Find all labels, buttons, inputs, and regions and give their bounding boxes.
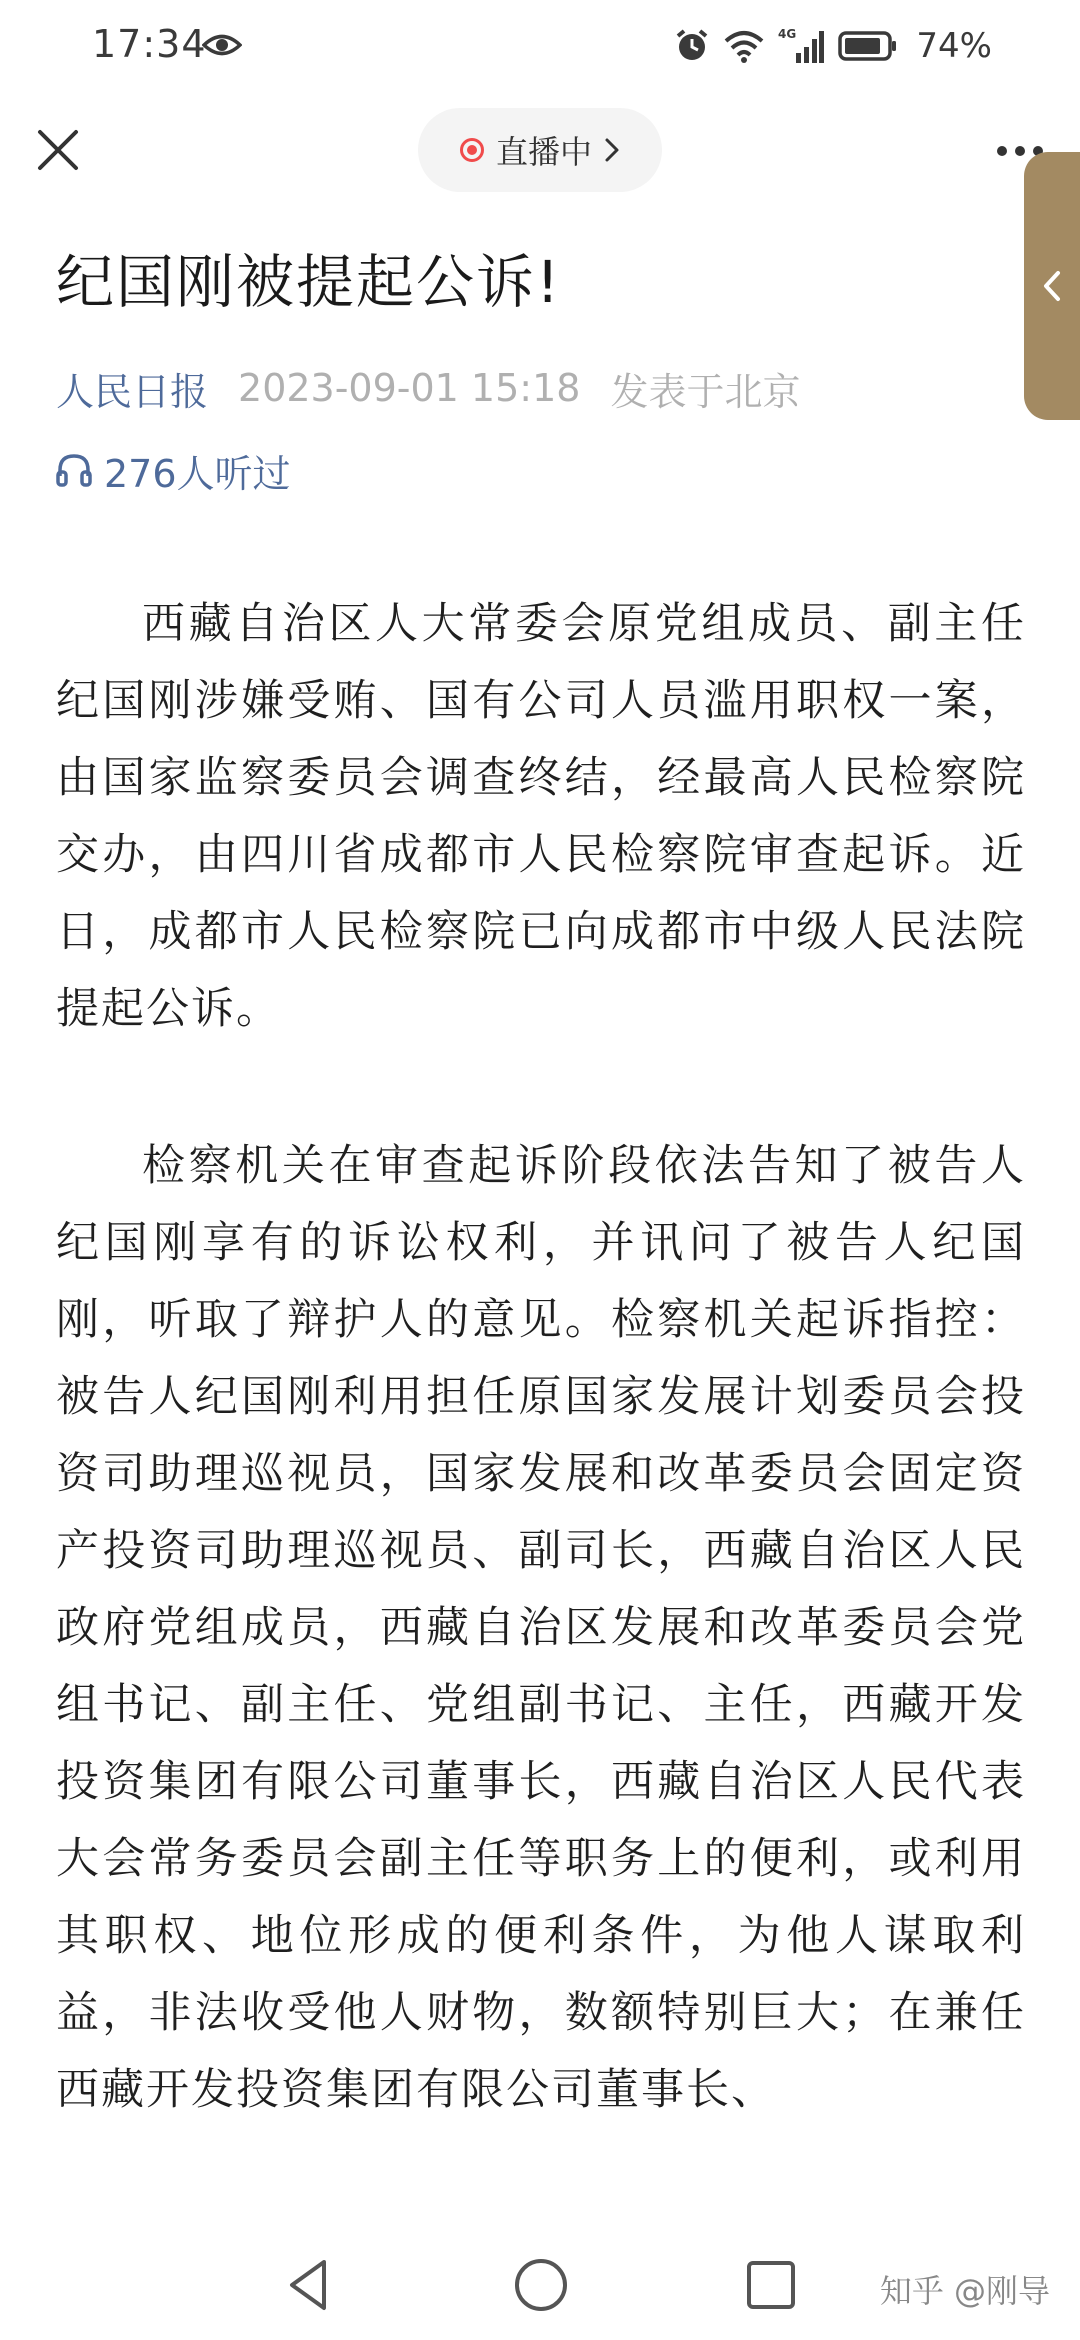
- status-bar: [0, 0, 1080, 92]
- alarm-icon: [674, 28, 710, 64]
- headphones-icon: [56, 452, 92, 488]
- article-meta: [56, 358, 800, 418]
- recent-square-icon[interactable]: [740, 2254, 802, 2316]
- chevron-left-icon: [1041, 269, 1063, 303]
- watermark: 知乎 @刚导: [879, 2272, 1050, 2310]
- listen-button[interactable]: [56, 442, 291, 498]
- svg-text:4G: 4G: [778, 27, 797, 41]
- wifi-icon: [724, 29, 764, 63]
- live-label: 直播中: [495, 133, 592, 171]
- battery-percentage: 74%: [916, 26, 992, 66]
- chevron-right-icon: [604, 137, 620, 163]
- status-time: 17:34: [92, 22, 207, 66]
- signal-4g-icon: [778, 27, 824, 65]
- article-location: 发表于北京: [610, 369, 801, 414]
- side-panel-handle[interactable]: [1024, 152, 1080, 420]
- article-source-link[interactable]: 人民日报: [56, 369, 209, 414]
- home-circle-icon[interactable]: [510, 2254, 572, 2316]
- eye-icon: [202, 28, 242, 62]
- battery-icon: [838, 30, 898, 62]
- article-paragraph: 检察机关在审查起诉阶段依法告知了被告人纪国刚享有的诉讼权利，并讯问了被告人纪国刚，听取了辩护人的意见。检察机关起诉指控：被告人纪国刚利用担任原国家发展计划委员会投资司助理巡视员，国家发展和改革委员会固定资产投资司助理巡视员、副司长，西藏自治区人民政府党组成员，西藏自治区发展和改革委员会党组书记、副主任、党组副书记、主任，西藏开发投资集团有限公司董事长，西藏自治区人民代表大会常务委员会副主任等职务上的便利，或利用其职权、地位形成的便利条件，为他人谋取利益，非法收受他人财物，数额特别巨大；在兼任西藏开发投资集团有限公司董事长、: [56, 1141, 1026, 2115]
- article-title: 纪国刚被提起公诉!: [56, 248, 562, 316]
- article-body: [56, 586, 1026, 2209]
- system-nav-bar: [0, 2236, 1080, 2340]
- more-icon: [997, 146, 1007, 156]
- close-button[interactable]: [30, 122, 86, 178]
- listen-count: 276人听过: [104, 451, 291, 496]
- close-icon: [37, 129, 79, 171]
- top-nav: [0, 100, 1080, 200]
- article-date: 2023-09-01 15:18: [238, 366, 581, 410]
- back-triangle-icon[interactable]: [280, 2254, 342, 2316]
- live-dot-icon: [460, 138, 484, 162]
- article-paragraph: 西藏自治区人大常委会原党组成员、副主任纪国刚涉嫌受贿、国有公司人员滥用职权一案，由国家监察委员会调查终结，经最高人民检察院交办，由四川省成都市人民检察院审查起诉。近日，成都市人民检察院已向成都市中级人民法院提起公诉。: [56, 599, 1026, 1034]
- status-icons: [674, 22, 992, 70]
- live-button[interactable]: [418, 108, 662, 192]
